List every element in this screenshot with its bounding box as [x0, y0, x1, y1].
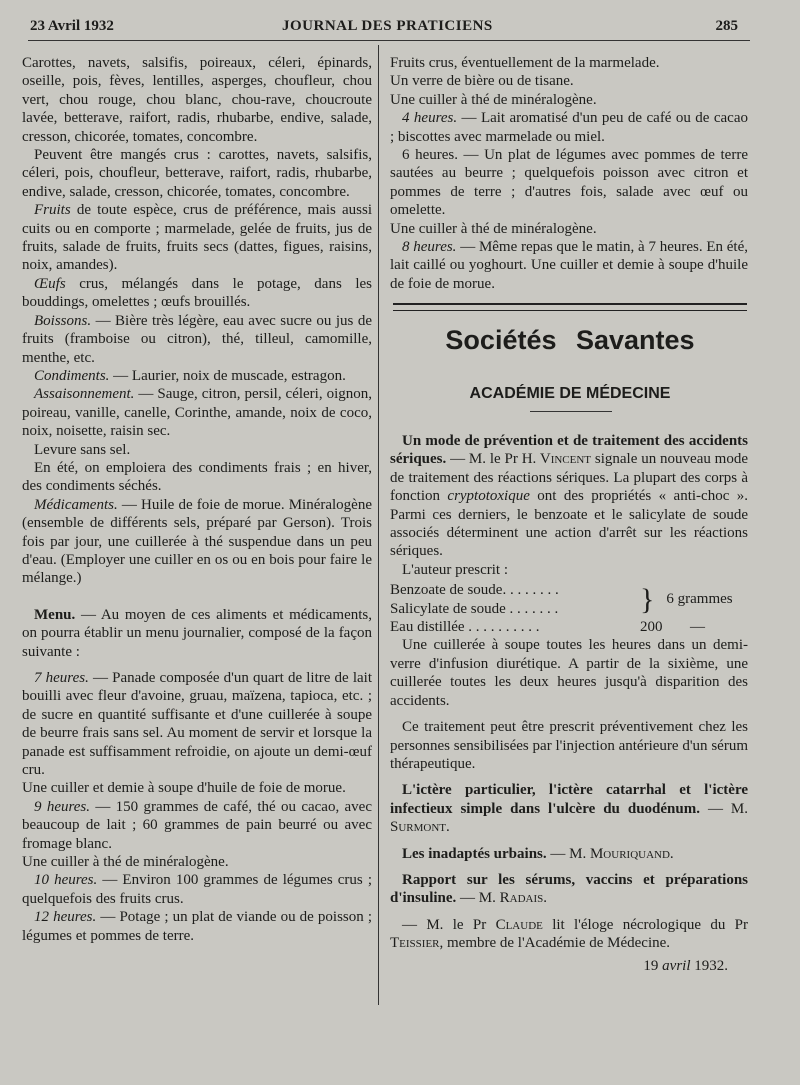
paragraph: [22, 385, 372, 440]
paragraph: [22, 871, 372, 908]
paragraph-text: — Environ 100 grammes de légumes crus ; quelquefois des fruits crus.: [22, 872, 372, 907]
paragraph-label: 10 heures.: [34, 872, 98, 889]
paragraph-label: 4 heures.: [402, 110, 458, 127]
paragraph: [22, 201, 372, 275]
paragraph-text: — Sauge, citron, persil, céleri, oignon, poireau, vanille, canelle, Corinthe, amande, noix de coco, noix, noisette, raisin sec.: [22, 386, 372, 440]
article-text: — M.: [550, 845, 587, 862]
paragraph-label: Menu.: [34, 606, 76, 623]
paragraph: [390, 109, 748, 146]
article-title: Les inadaptés urbains.: [402, 845, 547, 862]
article-author: Teissier,: [390, 935, 444, 952]
paragraph-text: de toute espèce, crus de préférence, mais aussi cuits ou en comporte ; marmelade, gelée de fruits, jus de fruits, salade de fruits, fruits secs (dattes, figues, raisins, noix, amandes).: [22, 202, 373, 274]
paragraph-label: Condiments.: [34, 367, 110, 384]
paragraph: En été, on emploiera des condiments frais ; en hiver, des condiments séchés.: [22, 459, 372, 495]
paragraph-text: — Lait aromatisé d'un peu de café ou de cacao ; biscottes avec marmelade ou miel.: [390, 110, 749, 145]
report-date-month: avril: [662, 957, 691, 974]
article-author: H. Vincent: [521, 451, 592, 468]
right-column-top: [390, 54, 748, 293]
left-column: [22, 54, 372, 945]
paragraph-label: 7 heures.: [34, 670, 89, 686]
article-title: Un mode de prévention et de traitement des accidents sériques.: [390, 433, 748, 468]
article-text: — M. le: [450, 451, 501, 468]
article-title: Rapport sur les sérums, vaccins et préparations d'insuline.: [390, 871, 748, 907]
paragraph: Une cuiller à thé de minéralogène.: [390, 220, 597, 237]
prescription-line: Benzoate de soude. . . . . . . .: [390, 582, 559, 599]
paragraph-text: — Au moyen de ces aliments et médicaments, on pourra établir un menu journalier, composé de la façon suivante :: [22, 606, 372, 660]
header-journal-title: JOURNAL DES PRATICIENS: [282, 18, 493, 34]
article-text: — M.: [707, 800, 749, 817]
prescription-line: Salicylate de soude . . . . . . .: [390, 600, 559, 617]
paragraph: 6 heures. — Un plat de légumes avec pommes de terre sautées au beurre ; quelquefois poisson avec citron et pommes de terre ; d'autres fois, salade avec œuf ou omelette.: [390, 147, 748, 219]
article-text: membre de l'Académie de Médecine.: [447, 935, 671, 952]
paragraph: [390, 238, 748, 293]
paragraph: [22, 312, 372, 367]
article: [390, 845, 748, 863]
paragraph: [22, 496, 372, 588]
article: [390, 871, 748, 908]
article-text: Pr: [734, 916, 748, 933]
article: [390, 432, 748, 561]
paragraph: [22, 798, 372, 853]
paragraph-text: — Laurier, noix de muscade, estragon.: [113, 367, 346, 384]
article-author: Radais.: [499, 890, 548, 907]
paragraph: Levure sans sel.: [34, 441, 131, 458]
paragraph: Une cuiller et demie à soupe d'huile de foie de morue.: [22, 780, 346, 797]
paragraph-label: Médicaments.: [34, 496, 118, 513]
article-title: L'ictère particulier, l'ictère catarrhal et l'ictère infectieux simple dans l'ulcère du duodénum.: [390, 782, 748, 817]
header-rule: [28, 40, 750, 41]
right-column-bottom: [390, 432, 748, 975]
paragraph-text: — Panade composée d'un quart de litre de lait bouilli avec fleur d'avoine, gruau, maïzena, tapioca, etc. ; de sucre en quantité suffisante et d'une cuillerée à soupe de beurre frais sans sel. Au moment de servir et lorsque la panade est suffisamment refroidie, on ajoute un demi-œuf cru.: [22, 670, 373, 779]
paragraph: L'auteur prescrit :: [402, 561, 508, 578]
paragraph-text: crus, mélangés dans le potage, dans les bouddings, omelettes ; œufs brouillés.: [22, 275, 372, 311]
paragraph-label: Boissons.: [34, 312, 92, 329]
page-header: [30, 18, 738, 40]
paragraph-label: Œufs: [34, 275, 66, 292]
paragraph: Carottes, navets, salsifis, poireaux, céleri, épinards, oseille, pois, fèves, lentilles, asperges, choufleur, chou vert, chou rouge, chou blanc, chou-rave, choucroute lavée, betterave, raifort, radis, rhubarbe, endive, salade, cresson, chicorée, tomates, concombre.: [22, 55, 372, 145]
prescription-line-label: Eau distillée . . . . . . . . . .: [390, 619, 540, 636]
prescription-quantity: 200: [640, 619, 663, 636]
article-text: — M. le: [402, 916, 464, 933]
paragraph: Une cuiller à thé de minéralogène.: [390, 91, 597, 108]
article: [390, 916, 748, 953]
paragraph-text: — Huile de foie de morue. Minéralogène (ensemble de différents sels, préparé par Gerson). Trois fois par jour, une cuillerée à thé suspendue dans un peu d'eau. (Employer une cuiller en os ou en bois pour faire le mélange.): [22, 496, 372, 587]
paragraph-label: 8 heures.: [402, 239, 457, 256]
paragraph-label: 9 heures.: [34, 798, 91, 815]
section-double-rule: [393, 303, 747, 311]
article-text: signale un nouveau mode de traitement des réactions sériques. La plupart des corps à fonction: [390, 451, 749, 505]
paragraph-text: — 150 grammes de café, thé ou cacao, avec beaucoup de lait ; 60 grammes de pain beurré ou avec fromage blanc.: [22, 798, 372, 852]
paragraph: Peuvent être mangés crus : carottes, navets, salsifis, céleri, pois, choufleur, betterave, raifort, radis, rhubarbe, endive, salade, cresson, chicorée, tomates, concombre.: [22, 147, 372, 200]
paragraph: Une cuiller à thé de minéralogène.: [22, 854, 229, 871]
prescription-quantity: 6 grammes: [666, 591, 733, 608]
prescription-group: [390, 581, 748, 618]
article-text: Pr: [472, 916, 487, 933]
paragraph: Un verre de bière ou de tisane.: [390, 73, 574, 90]
paragraph-text: — Même repas que le matin, à 7 heures. En été, lait caillé ou yoghourt. Une cuiller et demie à soupe d'huile de foie de morue.: [390, 239, 748, 292]
header-page-number: 285: [715, 18, 738, 34]
article-author: Surmont.: [390, 819, 450, 836]
prescription-dash: —: [690, 619, 705, 636]
brace: }: [640, 582, 655, 616]
section-subtitle: ACADÉMIE DE MÉDECINE: [469, 385, 671, 402]
report-date-year: 1932.: [694, 957, 728, 974]
article-text: lit l'éloge nécrologique du: [552, 916, 726, 933]
paragraph: [22, 669, 372, 779]
paragraph-label: Fruits: [34, 202, 71, 219]
header-date: 23 Avril 1932: [30, 18, 114, 34]
paragraph-label: 12 heures.: [34, 909, 97, 926]
article: [390, 781, 748, 836]
article-author: Claude: [495, 916, 543, 933]
paragraph: [22, 275, 372, 312]
prescription-line: [390, 618, 748, 636]
paragraph: [22, 606, 372, 661]
article-text: — M.: [460, 890, 496, 907]
paragraph: Ce traitement peut être prescrit préventivement chez les personnes sensibilisées par l'injection antérieure d'un sérum thérapeutique.: [390, 719, 748, 772]
report-date-day: 19: [643, 957, 659, 974]
column-divider: [378, 45, 379, 1005]
section-title: Sociétés Savantes: [445, 325, 695, 355]
paragraph: [22, 367, 372, 385]
report-date: [390, 957, 748, 975]
paragraph-text: — Potage ; un plat de viande ou de poisson ; légumes et pommes de terre.: [22, 909, 373, 944]
paragraph: Une cuillerée à soupe toutes les heures dans un demi-verre d'infusion diurétique. A partir de la sixième, une cuillerée toutes les deux heures jusqu'à disparition des accidents.: [390, 637, 748, 709]
paragraph-label: Assaisonnement.: [34, 386, 135, 403]
article-author: Mouriquand.: [589, 845, 674, 862]
paragraph-text: — Bière très légère, eau avec sucre ou jus de fruits (framboise ou citron), thé, tilleul, camomille, menthe, etc.: [22, 312, 372, 366]
subtitle-rule: [530, 411, 612, 412]
paragraph: Fruits crus, éventuellement de la marmelade.: [390, 55, 660, 71]
article-text: cryptotoxique: [447, 488, 530, 505]
article-text: Pr: [504, 451, 518, 468]
paragraph: [22, 908, 372, 945]
article-text: ont des propriétés « anti-choc ». Parmi ces derniers, le benzoate et le salicylate de soude associés déterminent une action d'arrêt sur les réactions sériques.: [390, 488, 748, 560]
